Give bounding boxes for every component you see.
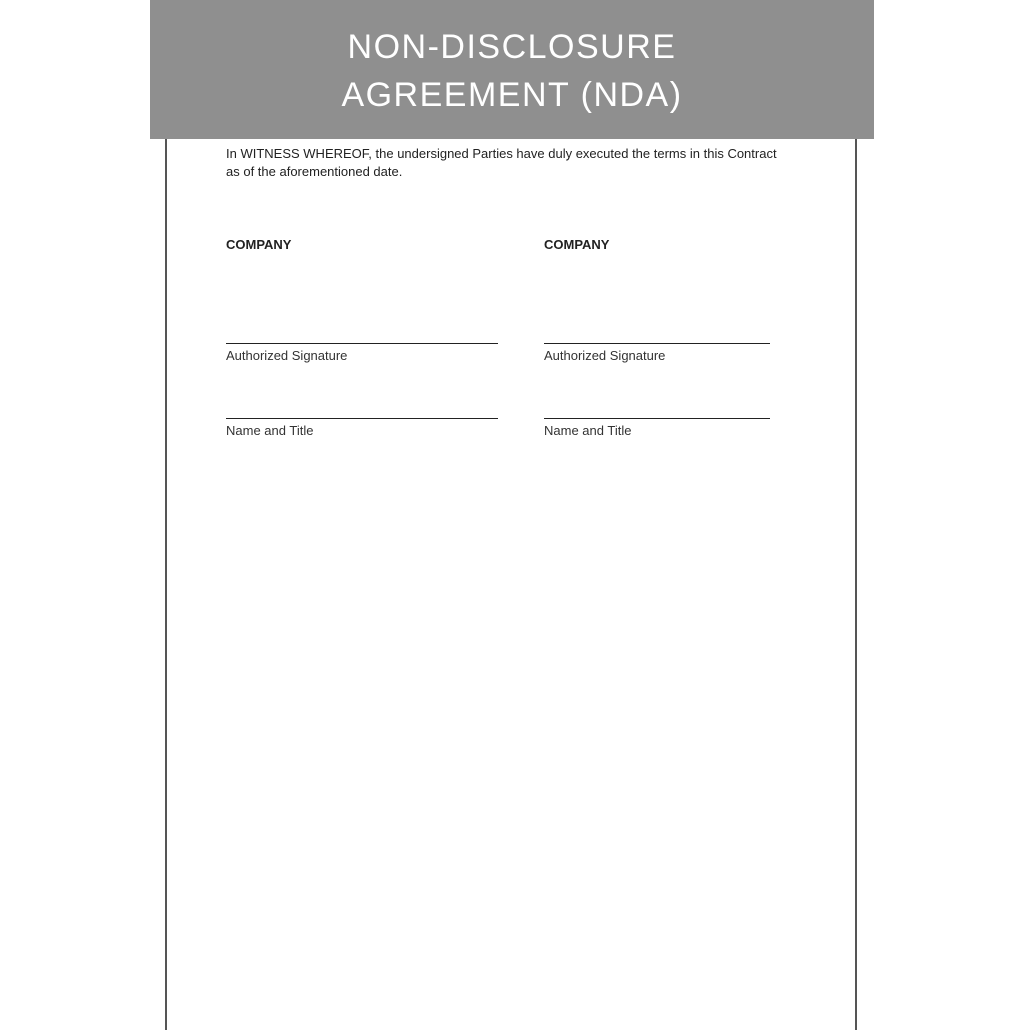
- signature-line[interactable]: [544, 343, 770, 344]
- company-heading: COMPANY: [544, 237, 610, 252]
- name-title-label: Name and Title: [544, 423, 632, 438]
- signature-block-left: [226, 236, 498, 438]
- banner-title-line-1: NON-DISCLOSURE: [347, 27, 677, 66]
- name-title-line[interactable]: [226, 418, 498, 419]
- authorized-signature-label: Authorized Signature: [226, 348, 348, 363]
- company-heading: COMPANY: [226, 237, 292, 252]
- banner-title-line-2: AGREEMENT (NDA): [341, 75, 683, 114]
- authorized-signature-label: Authorized Signature: [544, 348, 666, 363]
- witness-paragraph: In WITNESS WHEREOF, the undersigned Parties have duly executed the terms in this Contract as of the aforementioned date.: [226, 146, 777, 179]
- signature-block-right: [544, 236, 770, 438]
- name-title-line[interactable]: [544, 418, 770, 419]
- signature-line[interactable]: [226, 343, 498, 344]
- name-title-label: Name and Title: [226, 423, 314, 438]
- title-banner: [150, 0, 874, 139]
